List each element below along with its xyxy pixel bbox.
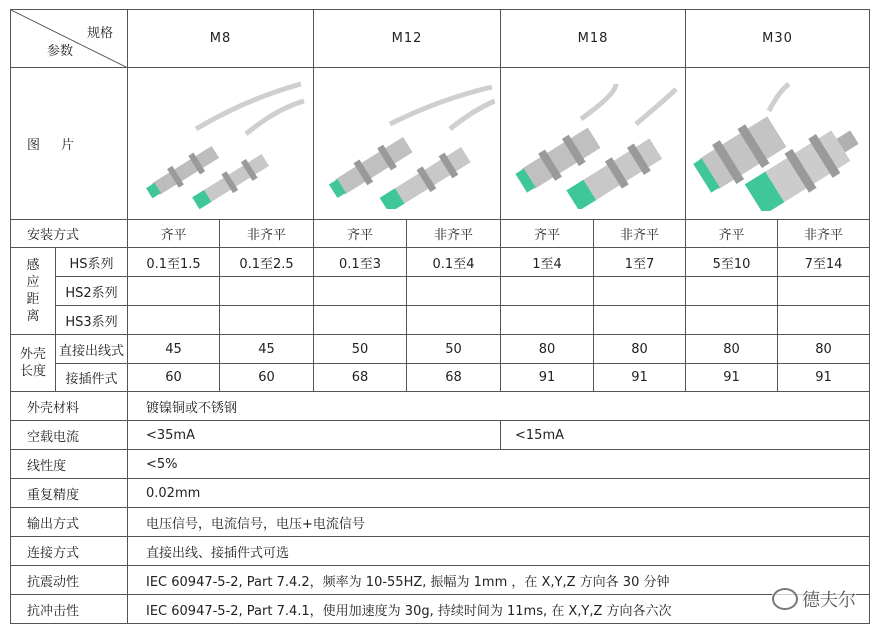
hs-row [11,248,870,277]
hs3-value [501,306,594,335]
plug-value: 60 [220,364,314,392]
material-value: 镀镍铜或不锈钢 [128,392,870,421]
plug-value: 91 [594,364,686,392]
direct-value: 50 [407,335,501,364]
linearity-value: <5% [128,450,870,479]
hs3-value [686,306,778,335]
repeat-label: 重复精度 [11,479,128,508]
direct-value: 45 [220,335,314,364]
shell-length-label [11,335,56,392]
direct-row [11,335,870,364]
mount-value: 齐平 [686,220,778,248]
sensor-m8-image [136,79,306,209]
mount-value: 非齐平 [594,220,686,248]
sensing-char: 应 [26,275,40,290]
vibration-row [11,566,870,595]
hs2-value [220,277,314,306]
mount-row [11,220,870,248]
picture-row [11,68,870,220]
shock-value: IEC 60947-5-2, Part 7.4.1，使用加速度为 30g, 持续时间为 11ms, 在 X,Y,Z 方向各六次 [128,595,870,624]
mount-value: 齐平 [501,220,594,248]
direct-value: 80 [594,335,686,364]
mount-value: 非齐平 [220,220,314,248]
spec-table [10,9,870,624]
sensor-m12-image [320,79,495,209]
mount-value: 齐平 [128,220,220,248]
noload-value-b: <15mA [501,421,870,450]
plug-value: 68 [314,364,407,392]
hs-value: 0.1至2.5 [220,248,314,277]
plug-row [11,364,870,392]
vibration-label: 抗震动性 [11,566,128,595]
hs3-label: HS3系列 [56,306,128,335]
hs3-value [407,306,501,335]
size-m30: M30 [686,10,870,68]
photo-m18 [501,68,686,220]
connect-row [11,537,870,566]
size-m8: M8 [128,10,314,68]
watermark-text: 德夫尔 [802,590,856,611]
linearity-row [11,450,870,479]
param-label: 参数 [47,44,74,59]
plug-value: 91 [686,364,778,392]
hs3-value [778,306,870,335]
spec-label: 规格 [86,26,113,41]
hs-value: 7至14 [778,248,870,277]
mount-value: 非齐平 [778,220,870,248]
size-m12: M12 [314,10,501,68]
plug-label: 接插件式 [56,364,128,392]
shock-label: 抗冲击性 [11,595,128,624]
linearity-label: 线性度 [11,450,128,479]
repeat-row [11,479,870,508]
wechat-icon [772,588,798,610]
direct-value: 80 [686,335,778,364]
hs2-value [594,277,686,306]
plug-value: 60 [128,364,220,392]
direct-value: 80 [778,335,870,364]
hs2-value [686,277,778,306]
plug-value: 91 [501,364,594,392]
noload-label: 空载电流 [11,421,128,450]
hs3-value [594,306,686,335]
mount-value: 非齐平 [407,220,501,248]
corner-cell [11,10,128,68]
sensor-m18-image [506,79,681,209]
hs-value: 5至10 [686,248,778,277]
hs3-value [128,306,220,335]
shock-row [11,595,870,624]
hs2-value [314,277,407,306]
connect-value: 直接出线、接插件式可选 [128,537,870,566]
hs2-row [11,277,870,306]
sensing-char: 离 [26,309,40,324]
direct-value: 45 [128,335,220,364]
mount-value: 齐平 [314,220,407,248]
hs2-value [501,277,594,306]
output-label: 输出方式 [11,508,128,537]
photo-m8 [128,68,314,220]
hs-label: HS系列 [56,248,128,277]
hs-value: 1至4 [501,248,594,277]
hs3-value [220,306,314,335]
shell-length-char: 外壳 [19,347,46,362]
watermark [772,586,856,612]
hs2-value [778,277,870,306]
direct-value: 80 [501,335,594,364]
header-row [11,10,870,68]
photo-m30 [686,68,870,220]
hs2-value [407,277,501,306]
output-value: 电压信号，电流信号，电压+电流信号 [128,508,870,537]
material-row [11,392,870,421]
sensing-distance-label [11,248,56,335]
hs-value: 1至7 [594,248,686,277]
hs2-value [128,277,220,306]
direct-value: 50 [314,335,407,364]
connect-label: 连接方式 [11,537,128,566]
noload-value-a: <35mA [128,421,501,450]
photo-m12 [314,68,501,220]
vibration-value: IEC 60947-5-2, Part 7.4.2，频率为 10-55HZ, 振幅为 1mm ，在 X,Y,Z 方向各 30 分钟 [128,566,870,595]
output-row [11,508,870,537]
size-m18: M18 [501,10,686,68]
hs2-label: HS2系列 [56,277,128,306]
sensor-m30-image [689,76,867,211]
hs-value: 0.1至1.5 [128,248,220,277]
plug-value: 68 [407,364,501,392]
hs3-value [314,306,407,335]
plug-value: 91 [778,364,870,392]
material-label: 外壳材料 [11,392,128,421]
hs3-row [11,306,870,335]
hs-value: 0.1至3 [314,248,407,277]
sensing-char: 感 [26,258,40,273]
sensing-char: 距 [26,292,40,307]
mount-label: 安装方式 [11,220,128,248]
repeat-value: 0.02mm [128,479,870,508]
hs-value: 0.1至4 [407,248,501,277]
direct-label: 直接出线式 [56,335,128,364]
shell-length-char: 长度 [19,364,46,379]
noload-row [11,421,870,450]
picture-label: 图 片 [11,68,128,220]
